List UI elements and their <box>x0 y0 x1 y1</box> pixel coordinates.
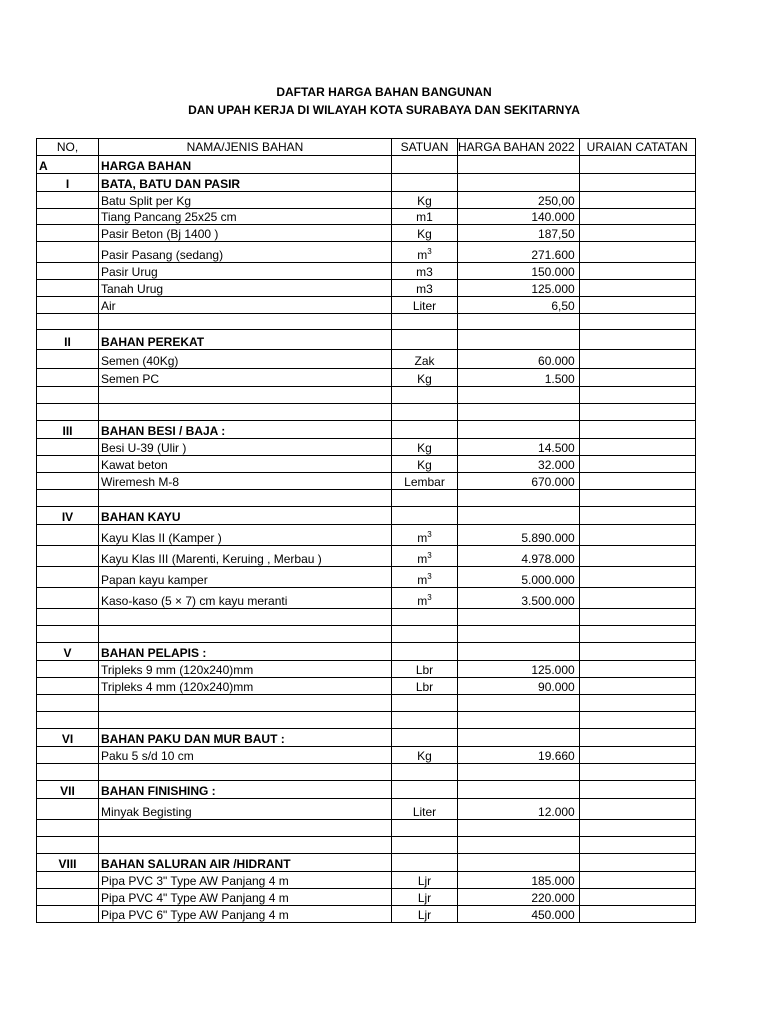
price: 670.000 <box>458 473 580 490</box>
unit: Liter <box>392 297 458 314</box>
material-name <box>99 712 392 729</box>
price: 187,50 <box>458 225 580 242</box>
section-row <box>37 330 696 350</box>
blank-row <box>37 820 696 837</box>
unit: Liter <box>392 799 458 820</box>
unit <box>392 643 458 661</box>
row-number <box>37 678 99 695</box>
material-name: Air <box>99 297 392 314</box>
unit <box>392 490 458 507</box>
material-name: BAHAN PEREKAT <box>99 330 392 350</box>
unit: m3 <box>392 263 458 280</box>
price: 12.000 <box>458 799 580 820</box>
notes <box>579 712 695 729</box>
table-row <box>37 263 696 280</box>
unit: Ljr <box>392 889 458 906</box>
notes <box>579 369 695 387</box>
price <box>458 781 580 799</box>
unit <box>392 507 458 525</box>
table-row <box>37 799 696 820</box>
table-row <box>37 192 696 209</box>
document-title: DAFTAR HARGA BAHAN BANGUNAN <box>276 85 492 99</box>
row-number <box>37 263 99 280</box>
notes <box>579 387 695 404</box>
price: 125.000 <box>458 661 580 678</box>
unit <box>392 626 458 643</box>
material-name: Pipa PVC 4" Type AW Panjang 4 m <box>99 889 392 906</box>
table-row <box>37 747 696 764</box>
notes <box>579 854 695 872</box>
price <box>458 729 580 747</box>
row-number: IV <box>37 507 99 525</box>
section-row <box>37 174 696 192</box>
notes <box>579 661 695 678</box>
material-name: Kayu Klas III (Marenti, Keruing , Merbau ) <box>99 546 392 567</box>
price-table <box>36 138 696 923</box>
section-row <box>37 854 696 872</box>
section-row <box>37 729 696 747</box>
notes <box>579 280 695 297</box>
unit-base: m <box>417 552 428 566</box>
unit: m1 <box>392 209 458 225</box>
row-number <box>37 747 99 764</box>
notes <box>579 567 695 588</box>
unit <box>392 695 458 712</box>
table-row <box>37 473 696 490</box>
material-name: Pasir Urug <box>99 263 392 280</box>
price: 5.000.000 <box>458 567 580 588</box>
unit: Ljr <box>392 906 458 923</box>
notes <box>579 490 695 507</box>
table-row <box>37 225 696 242</box>
notes <box>579 263 695 280</box>
price <box>458 712 580 729</box>
header-name: NAMA/JENIS BAHAN <box>99 139 392 156</box>
notes <box>579 889 695 906</box>
price <box>458 695 580 712</box>
material-name: Semen PC <box>99 369 392 387</box>
row-number <box>37 297 99 314</box>
unit-base: m <box>417 573 428 587</box>
table-row <box>37 209 696 225</box>
material-name: Kawat beton <box>99 456 392 473</box>
row-number <box>37 661 99 678</box>
unit-base: m <box>417 594 428 608</box>
row-number: V <box>37 643 99 661</box>
material-name <box>99 764 392 781</box>
blank-row <box>37 712 696 729</box>
unit <box>392 387 458 404</box>
header-unit: SATUAN <box>392 139 458 156</box>
material-name: BAHAN SALURAN AIR /HIDRANT <box>99 854 392 872</box>
row-number <box>37 369 99 387</box>
row-number <box>37 242 99 263</box>
row-number: VII <box>37 781 99 799</box>
unit <box>392 156 458 174</box>
material-name: Kayu Klas II (Kamper ) <box>99 525 392 546</box>
notes <box>579 174 695 192</box>
unit <box>392 588 458 609</box>
price: 5.890.000 <box>458 525 580 546</box>
unit-base: m <box>417 248 428 262</box>
row-number <box>37 837 99 854</box>
price <box>458 490 580 507</box>
material-name <box>99 837 392 854</box>
material-name: HARGA BAHAN <box>99 156 392 174</box>
blank-row <box>37 404 696 421</box>
unit <box>392 567 458 588</box>
price <box>458 854 580 872</box>
row-number <box>37 314 99 330</box>
notes <box>579 609 695 626</box>
row-number <box>37 695 99 712</box>
row-number <box>37 387 99 404</box>
row-number <box>37 546 99 567</box>
row-number <box>37 889 99 906</box>
material-name: Kaso-kaso (5 × 7) cm kayu meranti <box>99 588 392 609</box>
unit: Kg <box>392 192 458 209</box>
price: 90.000 <box>458 678 580 695</box>
notes <box>579 297 695 314</box>
row-number <box>37 209 99 225</box>
row-number <box>37 799 99 820</box>
notes <box>579 404 695 421</box>
material-name <box>99 820 392 837</box>
price: 450.000 <box>458 906 580 923</box>
section-row <box>37 781 696 799</box>
price <box>458 387 580 404</box>
unit <box>392 525 458 546</box>
material-name: Papan kayu kamper <box>99 567 392 588</box>
table-row <box>37 872 696 889</box>
unit-base: m <box>417 531 428 545</box>
unit <box>392 820 458 837</box>
unit: Kg <box>392 369 458 387</box>
notes <box>579 678 695 695</box>
unit-exponent: 3 <box>427 551 432 560</box>
material-name: Besi U-39 (Ulir ) <box>99 439 392 456</box>
material-name <box>99 490 392 507</box>
row-number <box>37 456 99 473</box>
notes <box>579 643 695 661</box>
row-number <box>37 525 99 546</box>
blank-row <box>37 609 696 626</box>
price: 271.600 <box>458 242 580 263</box>
blank-row <box>37 387 696 404</box>
unit-exponent: 3 <box>427 247 432 256</box>
unit <box>392 729 458 747</box>
notes <box>579 421 695 439</box>
unit: Kg <box>392 456 458 473</box>
unit <box>392 404 458 421</box>
unit-exponent: 3 <box>427 572 432 581</box>
unit: Kg <box>392 439 458 456</box>
notes <box>579 764 695 781</box>
unit <box>392 314 458 330</box>
price: 150.000 <box>458 263 580 280</box>
document-subtitle: DAN UPAH KERJA DI WILAYAH KOTA SURABAYA DAN SEKITARNYA <box>188 103 580 117</box>
price <box>458 330 580 350</box>
material-name: BAHAN FINISHING : <box>99 781 392 799</box>
row-number <box>37 350 99 369</box>
table-row <box>37 439 696 456</box>
notes <box>579 837 695 854</box>
row-number: I <box>37 174 99 192</box>
price: 220.000 <box>458 889 580 906</box>
unit: Zak <box>392 350 458 369</box>
notes <box>579 525 695 546</box>
price: 14.500 <box>458 439 580 456</box>
header-no: NO, <box>37 139 99 156</box>
material-name <box>99 387 392 404</box>
table-row <box>37 906 696 923</box>
price <box>458 837 580 854</box>
material-name: Tanah Urug <box>99 280 392 297</box>
material-name: BAHAN PELAPIS : <box>99 643 392 661</box>
table-row <box>37 889 696 906</box>
price <box>458 643 580 661</box>
unit-exponent: 3 <box>427 593 432 602</box>
unit <box>392 174 458 192</box>
notes <box>579 439 695 456</box>
unit <box>392 712 458 729</box>
notes <box>579 546 695 567</box>
table-row <box>37 297 696 314</box>
blank-row <box>37 626 696 643</box>
notes <box>579 799 695 820</box>
material-name: Pipa PVC 3" Type AW Panjang 4 m <box>99 872 392 889</box>
price: 185.000 <box>458 872 580 889</box>
material-name: Wiremesh M-8 <box>99 473 392 490</box>
unit: Kg <box>392 747 458 764</box>
price: 60.000 <box>458 350 580 369</box>
material-name: Pasir Beton (Bj 1400 ) <box>99 225 392 242</box>
notes <box>579 781 695 799</box>
row-number: II <box>37 330 99 350</box>
material-name: BAHAN BESI / BAJA : <box>99 421 392 439</box>
notes <box>579 209 695 225</box>
unit-exponent: 3 <box>427 530 432 539</box>
unit <box>392 854 458 872</box>
price <box>458 314 580 330</box>
blank-row <box>37 837 696 854</box>
price: 3.500.000 <box>458 588 580 609</box>
unit: Kg <box>392 225 458 242</box>
notes <box>579 350 695 369</box>
row-number <box>37 280 99 297</box>
row-number <box>37 192 99 209</box>
price: 250,00 <box>458 192 580 209</box>
table-header-row <box>37 139 696 156</box>
price <box>458 609 580 626</box>
price: 1.500 <box>458 369 580 387</box>
material-name <box>99 314 392 330</box>
notes <box>579 729 695 747</box>
notes <box>579 192 695 209</box>
price <box>458 626 580 643</box>
table-row <box>37 350 696 369</box>
material-name: Semen (40Kg) <box>99 350 392 369</box>
row-number <box>37 439 99 456</box>
material-name <box>99 404 392 421</box>
unit: Lbr <box>392 678 458 695</box>
notes <box>579 225 695 242</box>
notes <box>579 507 695 525</box>
price <box>458 421 580 439</box>
price <box>458 764 580 781</box>
notes <box>579 626 695 643</box>
row-number <box>37 473 99 490</box>
price <box>458 156 580 174</box>
row-number: A <box>37 156 99 174</box>
table-row <box>37 525 696 546</box>
unit <box>392 242 458 263</box>
table-row <box>37 280 696 297</box>
unit <box>392 609 458 626</box>
table-row <box>37 242 696 263</box>
notes <box>579 872 695 889</box>
material-name: Pipa PVC 6" Type AW Panjang 4 m <box>99 906 392 923</box>
price: 19.660 <box>458 747 580 764</box>
price <box>458 174 580 192</box>
table-row <box>37 546 696 567</box>
unit: Lembar <box>392 473 458 490</box>
notes <box>579 820 695 837</box>
row-number: VI <box>37 729 99 747</box>
material-name: Tripleks 9 mm (120x240)mm <box>99 661 392 678</box>
material-name: Tripleks 4 mm (120x240)mm <box>99 678 392 695</box>
price: 125.000 <box>458 280 580 297</box>
unit <box>392 421 458 439</box>
notes <box>579 473 695 490</box>
section-row <box>37 507 696 525</box>
row-number <box>37 626 99 643</box>
price: 140.000 <box>458 209 580 225</box>
material-name <box>99 695 392 712</box>
table-row <box>37 588 696 609</box>
table-row <box>37 567 696 588</box>
row-number <box>37 906 99 923</box>
notes <box>579 906 695 923</box>
table-row <box>37 456 696 473</box>
section-row <box>37 421 696 439</box>
price <box>458 820 580 837</box>
row-number: III <box>37 421 99 439</box>
row-number <box>37 820 99 837</box>
notes <box>579 330 695 350</box>
material-name: Paku 5 s/d 10 cm <box>99 747 392 764</box>
row-number <box>37 872 99 889</box>
row-number <box>37 404 99 421</box>
material-name <box>99 609 392 626</box>
unit <box>392 781 458 799</box>
material-name: Pasir Pasang (sedang) <box>99 242 392 263</box>
unit: Lbr <box>392 661 458 678</box>
section-row <box>37 643 696 661</box>
row-number <box>37 609 99 626</box>
header-notes: URAIAN CATATAN <box>579 139 695 156</box>
unit <box>392 330 458 350</box>
row-number <box>37 490 99 507</box>
row-number <box>37 764 99 781</box>
material-name <box>99 626 392 643</box>
material-name: Batu Split per Kg <box>99 192 392 209</box>
price <box>458 507 580 525</box>
material-name: BATA, BATU DAN PASIR <box>99 174 392 192</box>
notes <box>579 695 695 712</box>
row-number <box>37 225 99 242</box>
table-row <box>37 678 696 695</box>
unit: m3 <box>392 280 458 297</box>
notes <box>579 456 695 473</box>
material-name: Tiang Pancang 25x25 cm <box>99 209 392 225</box>
notes <box>579 314 695 330</box>
table-row <box>37 661 696 678</box>
unit: Ljr <box>392 872 458 889</box>
price: 4.978.000 <box>458 546 580 567</box>
row-number <box>37 712 99 729</box>
blank-row <box>37 695 696 712</box>
unit <box>392 764 458 781</box>
section-row <box>37 156 696 174</box>
table-row <box>37 369 696 387</box>
material-name: BAHAN KAYU <box>99 507 392 525</box>
price: 6,50 <box>458 297 580 314</box>
price: 32.000 <box>458 456 580 473</box>
notes <box>579 156 695 174</box>
blank-row <box>37 764 696 781</box>
notes <box>579 588 695 609</box>
row-number <box>37 588 99 609</box>
material-name: BAHAN PAKU DAN MUR BAUT : <box>99 729 392 747</box>
material-name: Minyak Begisting <box>99 799 392 820</box>
blank-row <box>37 314 696 330</box>
header-price: HARGA BAHAN 2022 <box>458 139 580 156</box>
notes <box>579 242 695 263</box>
row-number: VIII <box>37 854 99 872</box>
row-number <box>37 567 99 588</box>
unit <box>392 837 458 854</box>
blank-row <box>37 490 696 507</box>
price <box>458 404 580 421</box>
notes <box>579 747 695 764</box>
unit <box>392 546 458 567</box>
